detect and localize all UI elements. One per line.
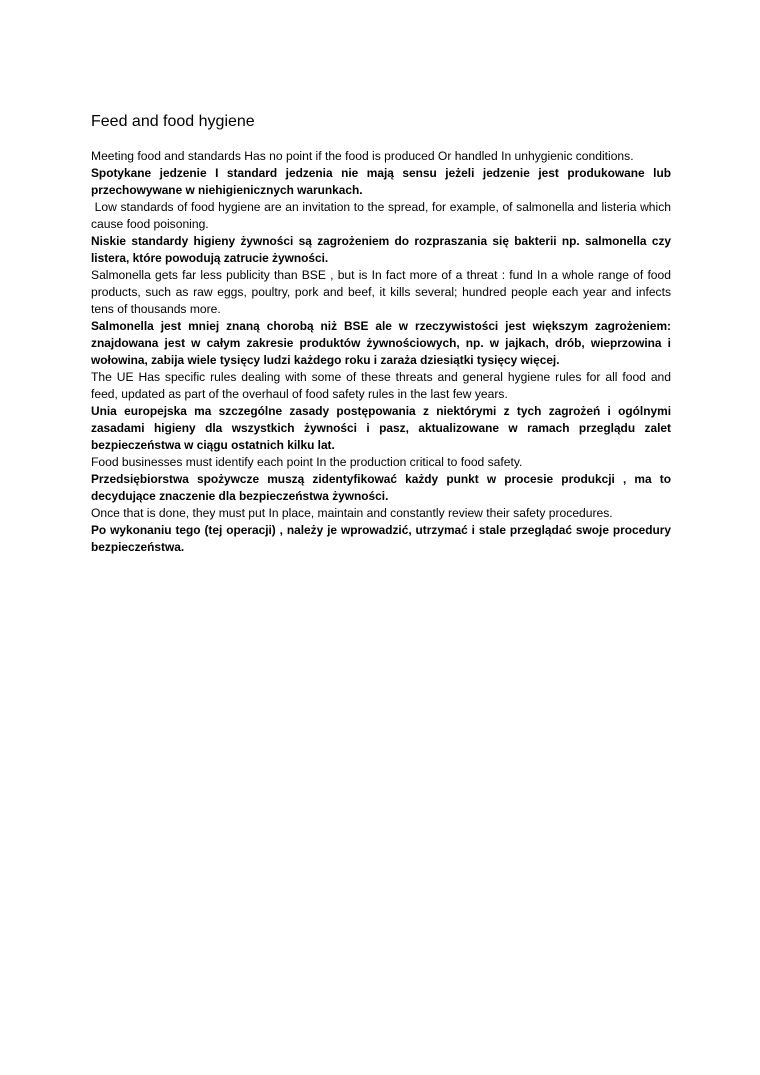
polish-paragraph: Unia europejska ma szczególne zasady postępowania z niektórymi z tych zagrożeń i ogólnymi zasadami higieny dla wszystkich żywności i pasz, aktualizowane w ramach przeglądu zalet bezpieczeństwa w ciągu ostatnich kilku lat.	[91, 404, 671, 452]
polish-paragraph: Niskie standardy higieny żywności są zagrożeniem do rozpraszania się bakterii np. salmonella czy listera, które powodują zatrucie żywności.	[91, 234, 671, 265]
polish-paragraph: Spotykane jedzenie I standard jedzenia nie mają sensu jeżeli jedzenie jest produkowane lub przechowywane w niehigienicznych warunkach.	[91, 166, 671, 197]
english-paragraph: Food businesses must identify each point In the production critical to food safety.	[91, 455, 523, 469]
english-paragraph: The UE Has specific rules dealing with some of these threats and general hygiene rules for all food and feed, updated as part of the overhaul of food safety rules in the last few years.	[91, 370, 671, 401]
polish-paragraph: Przedsiębiorstwa spożywcze muszą zidentyfikować każdy punkt w procesie produkcji , ma to decydujące znaczenie dla bezpieczeństwa żywności.	[91, 472, 671, 503]
document-body	[91, 148, 675, 556]
english-paragraph: Once that is done, they must put In place, maintain and constantly review their safety procedures.	[91, 506, 613, 520]
english-paragraph: Low standards of food hygiene are an invitation to the spread, for example, of salmonella and listeria which cause food poisoning.	[91, 200, 675, 231]
polish-paragraph: Salmonella jest mniej znaną chorobą niż BSE ale w rzeczywistości jest większym zagrożeniem: znajdowana jest w całym zakresie produktów żywnościowych, np. w jajkach, drób, wieprzowina i wołowina, zabija wiele tysięcy ludzi każdego roku i zaraża dziesiątki tysięcy więcej.	[91, 319, 671, 367]
polish-paragraph: Po wykonaniu tego (tej operacji) , należy je wprowadzić, utrzymać i stale przeglądać swoje procedury bezpieczeństwa.	[91, 523, 671, 554]
english-paragraph: Salmonella gets far less publicity than BSE , but is In fact more of a threat : fund In a whole range of food products, such as raw eggs, poultry, pork and beef, it kills several; hundred people each year and infects tens of thousands more.	[91, 268, 671, 316]
english-paragraph: Meeting food and standards Has no point if the food is produced Or handled In unhygienic conditions.	[91, 149, 634, 163]
document-title: Feed and food hygiene	[91, 113, 255, 130]
